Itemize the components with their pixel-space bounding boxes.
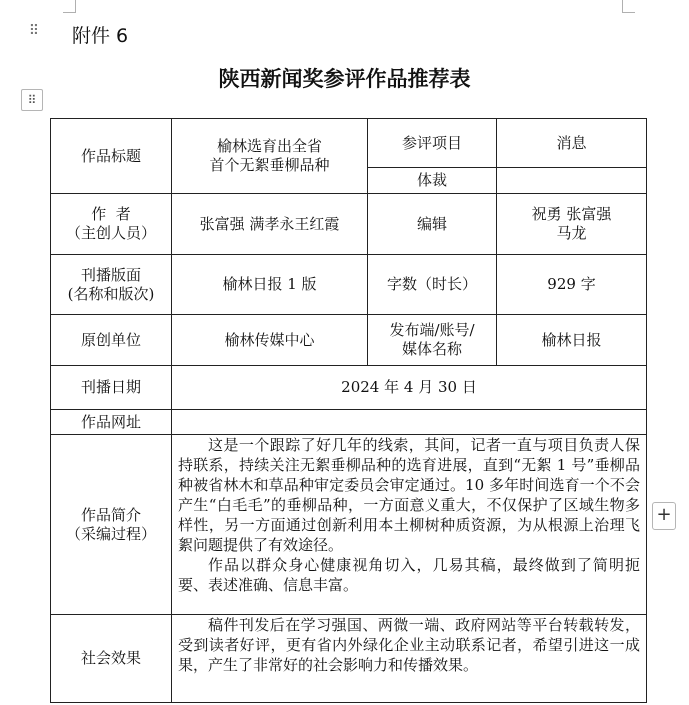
summary-paragraph-2: 作品以群众身心健康视角切入，几易其稿，最终做到了简明扼要、表述准确、信息丰富。 [178, 556, 640, 594]
work-title-line1: 榆林选育出全省 [216, 137, 322, 155]
drag-dots-icon[interactable]: ⠿ [28, 23, 40, 39]
origin-value[interactable]: 榆林传媒中心 [172, 315, 368, 366]
date-value[interactable]: 2024 年 4 月 30 日 [172, 366, 647, 410]
category-value[interactable]: 消息 [497, 119, 647, 168]
publisher-label-line1: 发布端/账号/ [389, 321, 475, 339]
editor-value[interactable] [497, 194, 647, 255]
page-label [51, 255, 172, 315]
summary-text-cell[interactable] [172, 435, 647, 615]
page-label-line2: (名称和版次) [67, 284, 155, 303]
genre-label: 体裁 [368, 168, 497, 194]
attachment-label: 附件 6 [72, 25, 129, 47]
author-value[interactable]: 张富强 满孝永王红霞 [172, 194, 368, 255]
url-label: 作品网址 [51, 410, 172, 435]
summary-label-line1: 作品简介 [80, 505, 141, 524]
genre-value[interactable] [497, 168, 647, 194]
plus-icon[interactable]: + [652, 502, 676, 530]
work-title-value[interactable] [172, 119, 368, 194]
work-title-label: 作品标题 [51, 119, 172, 194]
origin-label: 原创单位 [51, 315, 172, 366]
page-corner-mark-left [63, 0, 76, 13]
page-label-line1: 刊播版面 [80, 265, 141, 284]
category-label: 参评项目 [368, 119, 497, 168]
editor-label: 编辑 [368, 194, 497, 255]
summary-label-line2: （采编过程） [65, 524, 156, 543]
publisher-value[interactable]: 榆林日报 [497, 315, 647, 366]
recommendation-form-table [50, 118, 647, 703]
publisher-label [368, 315, 497, 366]
date-label: 刊播日期 [51, 366, 172, 410]
editor-value-line1: 祝勇 张富强 [531, 205, 612, 223]
editor-value-line2: 马龙 [556, 224, 587, 242]
page-value[interactable]: 榆林日报 1 版 [172, 255, 368, 315]
summary-paragraph-1: 这是一个跟踪了好几年的线索，其间，记者一直与项目负责人保持联系，持续关注无絮垂柳品种的选育进展，直到“无絮 1 号”垂柳品种被省林木和草品种审定委员会审定通过。10 多年时间选育一个不会产生“白毛毛”的垂柳品种，一方面意义重大，不仅保护了区域生物多样性，另一方面通过创新利用本土柳树种质资源，为从根源上治理飞絮问题提供了有效途径。 [178, 436, 640, 554]
word-count-label: 字数（时长） [368, 255, 497, 315]
table-move-icon[interactable]: ⠿ [21, 89, 43, 111]
page-corner-mark-right [622, 0, 635, 13]
work-title-line2: 首个无絮垂柳品种 [209, 156, 330, 174]
author-label-line2: （主创人员） [65, 224, 156, 242]
author-label [51, 194, 172, 255]
effect-label: 社会效果 [51, 615, 172, 703]
publisher-label-line2: 媒体名称 [401, 340, 462, 358]
word-count-value[interactable]: 929 字 [497, 255, 647, 315]
effect-text-cell[interactable] [172, 615, 647, 703]
author-label-line1: 作 者 [91, 205, 131, 223]
summary-label [51, 435, 172, 615]
url-value[interactable] [172, 410, 647, 435]
document-title: 陕西新闻奖参评作品推荐表 [218, 67, 471, 91]
effect-paragraph: 稿件刊发后在学习强国、两微一端、政府网站等平台转载转发，受到读者好评，更有省内外绿化企业主动联系记者，希望引进这一成果，产生了非常好的社会影响力和传播效果。 [178, 616, 640, 674]
